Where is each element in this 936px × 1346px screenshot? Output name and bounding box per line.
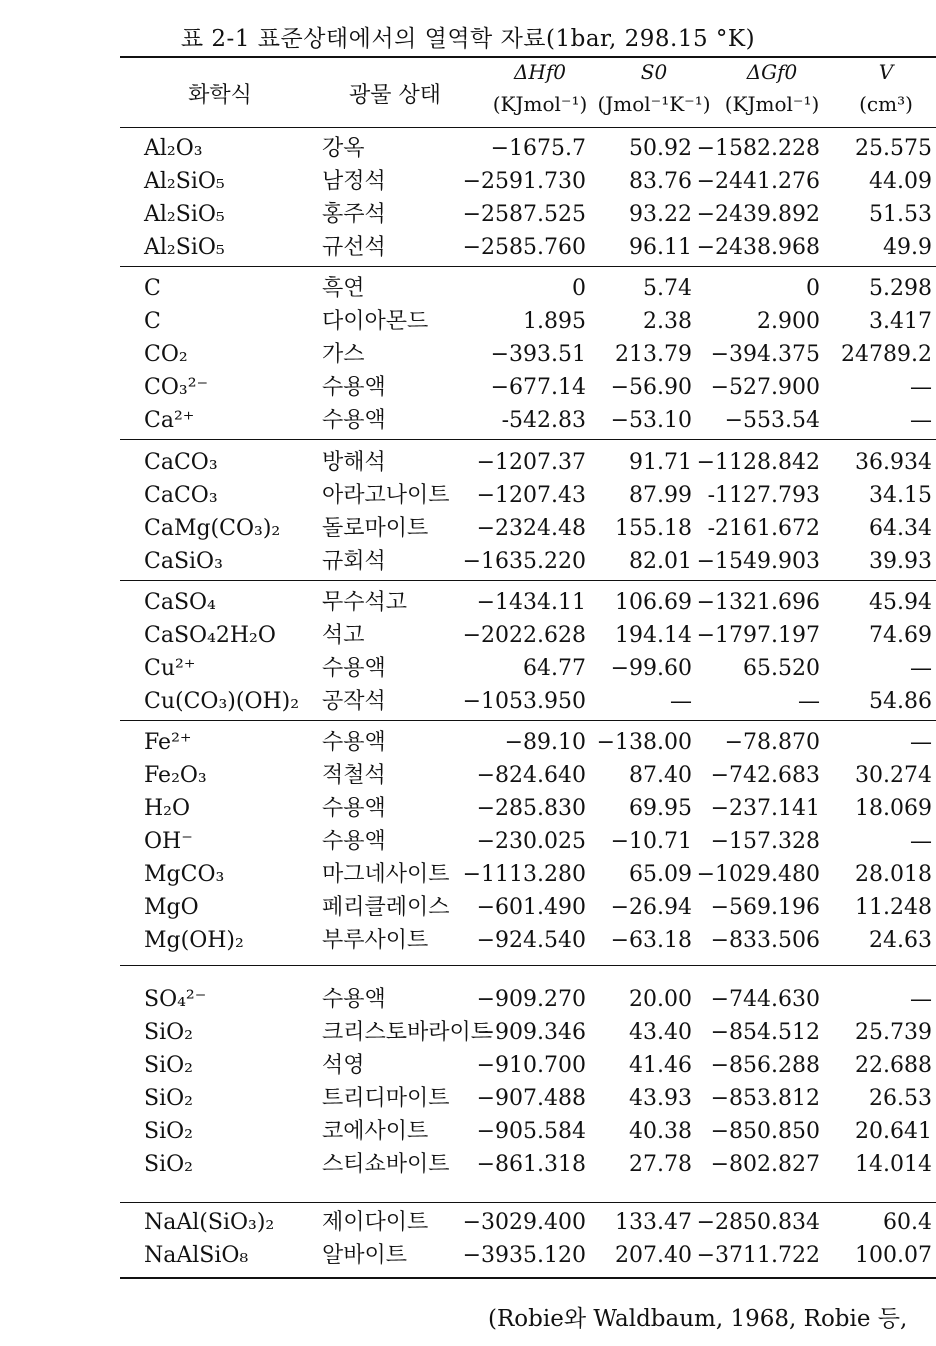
entropy-cell: −138.00 xyxy=(596,730,692,755)
entropy-cell: −10.71 xyxy=(610,829,692,854)
group-rule xyxy=(120,965,936,966)
table-row xyxy=(0,132,936,165)
mineral-cell: 수용액 xyxy=(322,408,386,433)
entropy-cell: 213.79 xyxy=(615,342,692,367)
formula-cell: CaSiO₃ xyxy=(144,549,223,574)
enthalpy-cell: −89.10 xyxy=(504,730,586,755)
entropy-cell: 43.40 xyxy=(629,1020,692,1045)
gibbs-energy-cell: −157.328 xyxy=(710,829,820,854)
formula-cell: SiO₂ xyxy=(144,1152,193,1177)
gibbs-energy-cell: -1127.793 xyxy=(707,483,820,508)
gibbs-energy-cell: −1321.696 xyxy=(696,590,820,615)
table-row xyxy=(0,792,936,825)
entropy-cell: −99.60 xyxy=(610,656,692,681)
table-row xyxy=(0,586,936,619)
mineral-cell: 크리스토바라이트 xyxy=(322,1020,493,1045)
volume-cell: — xyxy=(910,829,932,854)
table-row xyxy=(0,446,936,479)
mineral-cell: 아라고나이트 xyxy=(322,483,450,508)
entropy-cell: 69.95 xyxy=(629,796,692,821)
volume-cell: 36.934 xyxy=(855,450,932,475)
volume-cell: — xyxy=(910,375,932,400)
gibbs-energy-cell: −850.850 xyxy=(710,1119,820,1144)
mineral-cell: 부루사이트 xyxy=(322,928,429,953)
mineral-cell: 적철석 xyxy=(322,763,386,788)
volume-cell: 22.688 xyxy=(855,1053,932,1078)
table-row xyxy=(0,652,936,685)
enthalpy-cell: −824.640 xyxy=(476,763,586,788)
entropy-cell: 27.78 xyxy=(629,1152,692,1177)
header-gibbs-symbol: ΔGf0 xyxy=(746,60,798,84)
enthalpy-cell: −861.318 xyxy=(476,1152,586,1177)
enthalpy-cell: −2587.525 xyxy=(462,202,586,227)
mineral-cell: 수용액 xyxy=(322,829,386,854)
table-row xyxy=(0,338,936,371)
table-row xyxy=(0,891,936,924)
entropy-cell: 41.46 xyxy=(629,1053,692,1078)
entropy-cell: 106.69 xyxy=(615,590,692,615)
entropy-cell: 20.00 xyxy=(629,987,692,1012)
formula-cell: Cu²⁺ xyxy=(144,656,196,681)
entropy-cell: 91.71 xyxy=(629,450,692,475)
enthalpy-cell: −2591.730 xyxy=(462,169,586,194)
gibbs-energy-cell: −742.683 xyxy=(710,763,820,788)
group-rule xyxy=(120,439,936,440)
enthalpy-cell: −1434.11 xyxy=(476,590,586,615)
enthalpy-cell: −285.830 xyxy=(476,796,586,821)
enthalpy-cell: −2022.628 xyxy=(462,623,586,648)
header-volume-symbol: V xyxy=(878,60,894,84)
enthalpy-cell: −909.270 xyxy=(476,987,586,1012)
enthalpy-cell: −1675.7 xyxy=(490,136,586,161)
table-row xyxy=(0,545,936,578)
header-gibbs-unit: (KJmol⁻¹) xyxy=(724,92,820,116)
header-rule xyxy=(120,127,936,128)
entropy-cell: 87.40 xyxy=(629,763,692,788)
gibbs-energy-cell: −1128.842 xyxy=(696,450,820,475)
enthalpy-cell: −677.14 xyxy=(490,375,586,400)
table-row xyxy=(0,1239,936,1272)
gibbs-energy-cell: −1029.480 xyxy=(696,862,820,887)
formula-cell: MgO xyxy=(144,895,199,920)
enthalpy-cell: 64.77 xyxy=(523,656,586,681)
gibbs-energy-cell: −2850.834 xyxy=(696,1210,820,1235)
entropy-cell: 2.38 xyxy=(643,309,692,334)
volume-cell: 54.86 xyxy=(869,689,932,714)
formula-cell: CO₂ xyxy=(144,342,188,367)
mineral-cell: 페리클레이스 xyxy=(322,895,450,920)
mineral-cell: 방해석 xyxy=(322,450,386,475)
gibbs-energy-cell: — xyxy=(798,689,820,714)
header-volume-unit: (cm³) xyxy=(859,92,913,116)
enthalpy-cell: −910.700 xyxy=(476,1053,586,1078)
enthalpy-cell: −3935.120 xyxy=(462,1243,586,1268)
formula-cell: C xyxy=(144,309,161,334)
mineral-cell: 홍주석 xyxy=(322,202,386,227)
entropy-cell: −56.90 xyxy=(610,375,692,400)
entropy-cell: −53.10 xyxy=(610,408,692,433)
enthalpy-cell: −907.488 xyxy=(476,1086,586,1111)
volume-cell: 30.274 xyxy=(855,763,932,788)
gibbs-energy-cell: −2441.276 xyxy=(696,169,820,194)
group-rule xyxy=(120,580,936,581)
gibbs-energy-cell: −2439.892 xyxy=(696,202,820,227)
table-row xyxy=(0,726,936,759)
entropy-cell: 5.74 xyxy=(643,276,692,301)
gibbs-energy-cell: 2.900 xyxy=(757,309,820,334)
header-enthalpy-unit: (KJmol⁻¹) xyxy=(492,92,588,116)
gibbs-energy-cell: −856.288 xyxy=(710,1053,820,1078)
mineral-cell: 수용액 xyxy=(322,796,386,821)
table-row xyxy=(0,983,936,1016)
table-row xyxy=(0,685,936,718)
enthalpy-cell: −905.584 xyxy=(476,1119,586,1144)
mineral-cell: 석고 xyxy=(322,623,365,648)
mineral-cell: 수용액 xyxy=(322,656,386,681)
entropy-cell: 65.09 xyxy=(629,862,692,887)
gibbs-energy-cell: −853.812 xyxy=(710,1086,820,1111)
volume-cell: — xyxy=(910,730,932,755)
formula-cell: SiO₂ xyxy=(144,1119,193,1144)
volume-cell: 24.63 xyxy=(869,928,932,953)
volume-cell: 25.739 xyxy=(855,1020,932,1045)
enthalpy-cell: −924.540 xyxy=(476,928,586,953)
gibbs-energy-cell: 65.520 xyxy=(743,656,820,681)
entropy-cell: 83.76 xyxy=(629,169,692,194)
enthalpy-cell: −601.490 xyxy=(476,895,586,920)
formula-cell: SiO₂ xyxy=(144,1053,193,1078)
volume-cell: 44.09 xyxy=(869,169,932,194)
enthalpy-cell: −1207.43 xyxy=(476,483,586,508)
table-row xyxy=(0,198,936,231)
volume-cell: 14.014 xyxy=(855,1152,932,1177)
enthalpy-cell: -542.83 xyxy=(501,408,586,433)
mineral-cell: 트리디마이트 xyxy=(322,1086,450,1111)
table-row xyxy=(0,1049,936,1082)
table-row xyxy=(0,165,936,198)
entropy-cell: 133.47 xyxy=(615,1210,692,1235)
mineral-cell: 무수석고 xyxy=(322,590,408,615)
formula-cell: Al₂SiO₅ xyxy=(144,202,225,227)
formula-cell: CaSO₄2H₂O xyxy=(144,623,276,648)
formula-cell: Al₂O₃ xyxy=(144,136,203,161)
source-citation: (Robie와 Waldbaum, 1968, Robie 등, xyxy=(488,1306,908,1332)
table-row xyxy=(0,1016,936,1049)
gibbs-energy-cell: 0 xyxy=(806,276,820,301)
mineral-cell: 수용액 xyxy=(322,987,386,1012)
volume-cell: 51.53 xyxy=(869,202,932,227)
mineral-cell: 수용액 xyxy=(322,375,386,400)
formula-cell: CaMg(CO₃)₂ xyxy=(144,516,281,541)
formula-cell: SO₄²⁻ xyxy=(144,987,207,1012)
mineral-cell: 흑연 xyxy=(322,276,365,301)
volume-cell: 5.298 xyxy=(869,276,932,301)
formula-cell: CaCO₃ xyxy=(144,483,218,508)
formula-cell: Ca²⁺ xyxy=(144,408,195,433)
entropy-cell: 87.99 xyxy=(629,483,692,508)
mineral-cell: 스티쇼바이트 xyxy=(322,1152,450,1177)
mineral-cell: 제이다이트 xyxy=(322,1210,429,1235)
table-row xyxy=(0,1115,936,1148)
enthalpy-cell: −1053.950 xyxy=(462,689,586,714)
header-mineral: 광물 상태 xyxy=(348,83,441,108)
enthalpy-cell: −909.346 xyxy=(476,1020,586,1045)
gibbs-energy-cell: −744.630 xyxy=(710,987,820,1012)
gibbs-energy-cell: −569.196 xyxy=(710,895,820,920)
volume-cell: 49.9 xyxy=(883,235,932,260)
gibbs-energy-cell: −78.870 xyxy=(724,730,820,755)
entropy-cell: — xyxy=(670,689,692,714)
entropy-cell: −26.94 xyxy=(610,895,692,920)
formula-cell: CaCO₃ xyxy=(144,450,218,475)
header-enthalpy-symbol: ΔHf0 xyxy=(513,60,566,84)
entropy-cell: 93.22 xyxy=(629,202,692,227)
enthalpy-cell: −3029.400 xyxy=(462,1210,586,1235)
header-formula: 화학식 xyxy=(188,83,252,108)
mineral-cell: 석영 xyxy=(322,1053,365,1078)
gibbs-energy-cell: −1797.197 xyxy=(696,623,820,648)
formula-cell: C xyxy=(144,276,161,301)
group-rule xyxy=(120,1202,936,1203)
table-row xyxy=(0,512,936,545)
mineral-cell: 마그네사이트 xyxy=(322,862,450,887)
gibbs-energy-cell: −1549.903 xyxy=(696,549,820,574)
mineral-cell: 코에사이트 xyxy=(322,1119,429,1144)
volume-cell: 18.069 xyxy=(855,796,932,821)
formula-cell: CO₃²⁻ xyxy=(144,375,209,400)
table-row xyxy=(0,825,936,858)
formula-cell: OH⁻ xyxy=(144,829,193,854)
volume-cell: 26.53 xyxy=(869,1086,932,1111)
mineral-cell: 돌로마이트 xyxy=(322,516,429,541)
volume-cell: 100.07 xyxy=(855,1243,932,1268)
mineral-cell: 가스 xyxy=(322,342,365,367)
table-row xyxy=(0,858,936,891)
gibbs-energy-cell: −2438.968 xyxy=(696,235,820,260)
volume-cell: 24789.2 xyxy=(841,342,932,367)
mineral-cell: 다이아몬드 xyxy=(322,309,429,334)
volume-cell: 64.34 xyxy=(869,516,932,541)
entropy-cell: 207.40 xyxy=(615,1243,692,1268)
enthalpy-cell: −1635.220 xyxy=(462,549,586,574)
enthalpy-cell: −393.51 xyxy=(490,342,586,367)
mineral-cell: 규선석 xyxy=(322,235,386,260)
volume-cell: — xyxy=(910,408,932,433)
mineral-cell: 공작석 xyxy=(322,689,386,714)
table-row xyxy=(0,371,936,404)
table-row xyxy=(0,619,936,652)
entropy-cell: 82.01 xyxy=(629,549,692,574)
formula-cell: NaAlSiO₈ xyxy=(144,1243,249,1268)
gibbs-energy-cell: −802.827 xyxy=(710,1152,820,1177)
table-row xyxy=(0,272,936,305)
gibbs-energy-cell: −237.141 xyxy=(710,796,820,821)
volume-cell: 74.69 xyxy=(869,623,932,648)
gibbs-energy-cell: −3711.722 xyxy=(696,1243,820,1268)
volume-cell: 28.018 xyxy=(855,862,932,887)
table-row xyxy=(0,1082,936,1115)
group-rule xyxy=(120,720,936,721)
entropy-cell: 96.11 xyxy=(629,235,692,260)
table-row xyxy=(0,231,936,264)
entropy-cell: −63.18 xyxy=(610,928,692,953)
table-row xyxy=(0,1148,936,1181)
table-row xyxy=(0,1206,936,1239)
mineral-cell: 남정석 xyxy=(322,169,386,194)
formula-cell: CaSO₄ xyxy=(144,590,216,615)
enthalpy-cell: 1.895 xyxy=(523,309,586,334)
table-title: 표 2-1 표준상태에서의 열역학 자료(1bar, 298.15 °K) xyxy=(180,26,756,52)
volume-cell: 60.4 xyxy=(883,1210,932,1235)
volume-cell: 25.575 xyxy=(855,136,932,161)
mineral-cell: 알바이트 xyxy=(322,1243,408,1268)
formula-cell: SiO₂ xyxy=(144,1086,193,1111)
enthalpy-cell: −1207.37 xyxy=(476,450,586,475)
table-row xyxy=(0,404,936,437)
gibbs-energy-cell: −854.512 xyxy=(710,1020,820,1045)
formula-cell: H₂O xyxy=(144,796,191,821)
formula-cell: NaAl(SiO₃)₂ xyxy=(144,1210,275,1235)
formula-cell: SiO₂ xyxy=(144,1020,193,1045)
volume-cell: 34.15 xyxy=(869,483,932,508)
table-row xyxy=(0,479,936,512)
table-row xyxy=(0,924,936,957)
volume-cell: 20.641 xyxy=(855,1119,932,1144)
formula-cell: Fe²⁺ xyxy=(144,730,192,755)
enthalpy-cell: 0 xyxy=(572,276,586,301)
bottom-rule xyxy=(120,1277,936,1279)
entropy-cell: 43.93 xyxy=(629,1086,692,1111)
volume-cell: — xyxy=(910,656,932,681)
formula-cell: Al₂SiO₅ xyxy=(144,169,225,194)
volume-cell: 11.248 xyxy=(855,895,932,920)
gibbs-energy-cell: −394.375 xyxy=(710,342,820,367)
group-rule xyxy=(120,266,936,267)
top-rule xyxy=(120,56,936,58)
formula-cell: Fe₂O₃ xyxy=(144,763,207,788)
entropy-cell: 40.38 xyxy=(629,1119,692,1144)
gibbs-energy-cell: -2161.672 xyxy=(707,516,820,541)
gibbs-energy-cell: −833.506 xyxy=(710,928,820,953)
enthalpy-cell: −2585.760 xyxy=(462,235,586,260)
mineral-cell: 수용액 xyxy=(322,730,386,755)
volume-cell: 39.93 xyxy=(869,549,932,574)
header-entropy-unit: (Jmol⁻¹K⁻¹) xyxy=(597,92,711,116)
formula-cell: Cu(CO₃)(OH)₂ xyxy=(144,689,300,714)
table-row xyxy=(0,305,936,338)
mineral-cell: 강옥 xyxy=(322,136,365,161)
header-entropy-symbol: S0 xyxy=(640,60,668,84)
mineral-cell: 규회석 xyxy=(322,549,386,574)
volume-cell: — xyxy=(910,987,932,1012)
formula-cell: Mg(OH)₂ xyxy=(144,928,244,953)
formula-cell: Al₂SiO₅ xyxy=(144,235,225,260)
volume-cell: 45.94 xyxy=(869,590,932,615)
entropy-cell: 155.18 xyxy=(615,516,692,541)
enthalpy-cell: −2324.48 xyxy=(476,516,586,541)
gibbs-energy-cell: −1582.228 xyxy=(696,136,820,161)
gibbs-energy-cell: −527.900 xyxy=(710,375,820,400)
enthalpy-cell: −230.025 xyxy=(476,829,586,854)
volume-cell: 3.417 xyxy=(869,309,932,334)
entropy-cell: 50.92 xyxy=(629,136,692,161)
gibbs-energy-cell: −553.54 xyxy=(724,408,820,433)
formula-cell: MgCO₃ xyxy=(144,862,225,887)
entropy-cell: 194.14 xyxy=(615,623,692,648)
enthalpy-cell: −1113.280 xyxy=(462,862,586,887)
table-row xyxy=(0,759,936,792)
